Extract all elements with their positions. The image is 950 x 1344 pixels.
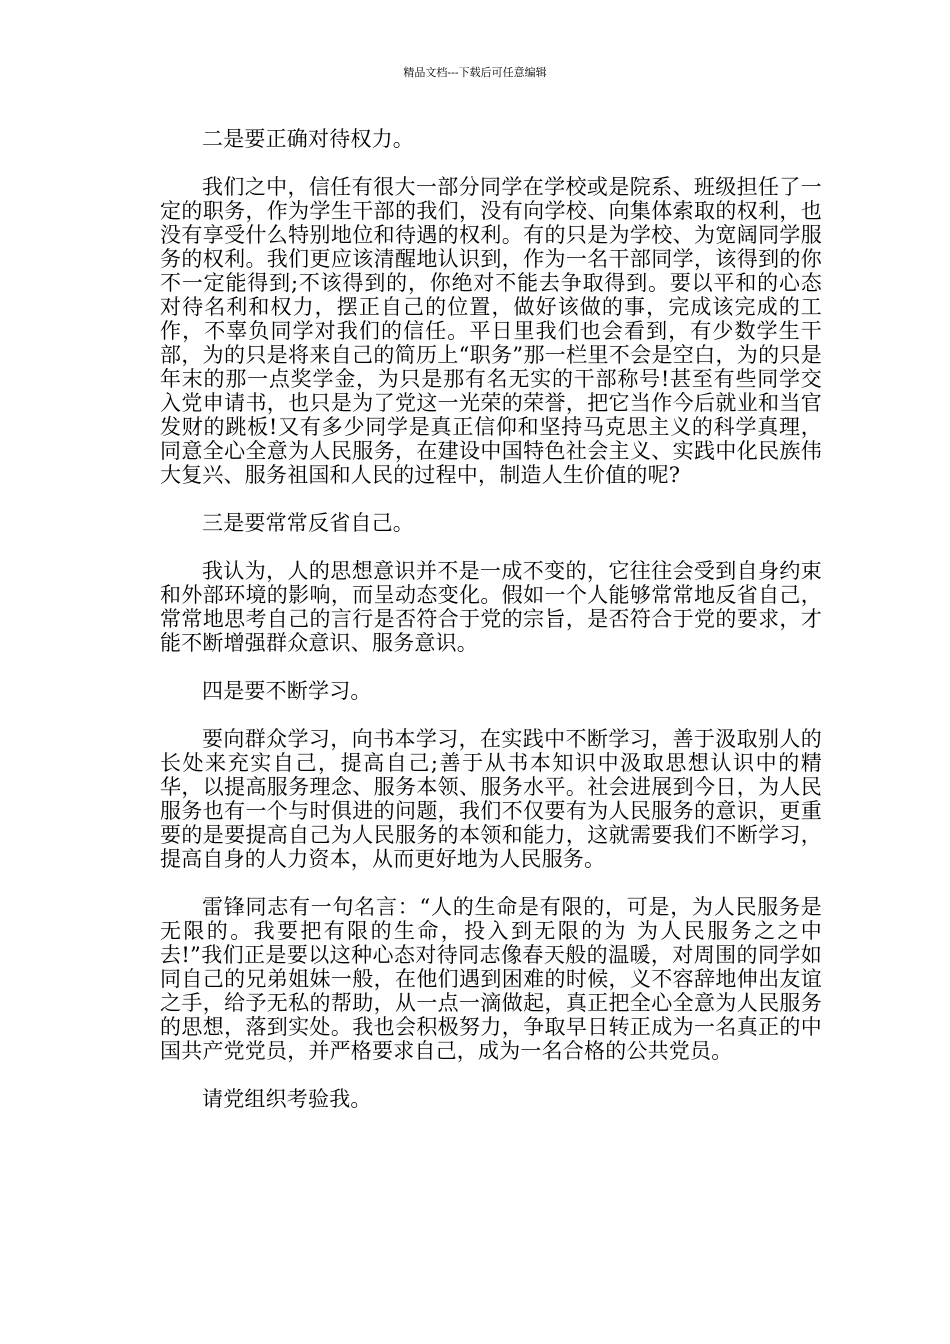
- heading-study: 四是要不断学习。: [202, 679, 372, 703]
- heading-reflect: 三是要常常反省自己。: [202, 511, 414, 535]
- document-body: [160, 127, 822, 1111]
- paragraph-study: 要向群众学习，向书本学习，在实践中不断学习，善于汲取别人的长处来充实自己，提高自己;善于从书本知识中汲取思想认识中的精华，以提高服务理念、服务本领、服务水平。社会进展到今日，为人民服务也有一个与时俱进的问题，我们不仅要有为人民服务的意识，更重要的是要提高自己为人民服务的本领和能力，这就需要我们不断学习，提高自身的人力资本，从而更好地为人民服务。: [160, 727, 822, 871]
- closing-line: 请党组织考验我。: [202, 1087, 372, 1111]
- paragraph-power: 我们之中，信任有很大一部分同学在学校或是院系、班级担任了一定的职务，作为学生干部的我们，没有向学校、向集体索取的权利，也没有享受什么特别地位和待遇的权利。有的只是为学校、为宽阔同学服务的权利。我们更应该清醒地认识到，作为一名干部同学，该得到的你不一定能得到;不该得到的，你绝对不能去争取得到。要以平和的心态对待名利和权力，摆正自己的位置，做好该做的事，完成该完成的工作，不辜负同学对我们的信任。平日里我们也会看到，有少数学生干部，为的只是将来自己的简历上“职务”那一栏里不会是空白，为的只是年末的那一点奖学金，为只是那有名无实的干部称号!甚至有些同学交入党申请书，也只是为了党这一光荣的荣誉，把它当作今后就业和当官发财的跳板!又有多少同学是真正信仰和坚持马克思主义的科学真理，同意全心全意为人民服务，在建设中国特色社会主义、实践中化民族伟大复兴、服务祖国和人民的过程中，制造人生价值的呢?: [160, 175, 822, 487]
- paragraph-leifeng: 雷锋同志有一句名言：“人的生命是有限的，可是，为人民服务是无限的。我要把有限的生命，投入到无限的为 为人民服务之之中去!”我们正是要以这种心态对待同志像春天般的温暖，对周围的同学如同自己的兄弟姐妹一般，在他们遇到困难的时候，义不容辞地伸出友谊之手，给予无私的帮助，从一点一滴做起，真正把全心全意为人民服务的思想，落到实处。我也会积极努力，争取早日转正成为一名真正的中国共产党党员，并严格要求自己，成为一名合格的公共党员。: [160, 895, 822, 1063]
- page-header: 精品文档---下载后可任意编辑: [403, 66, 547, 79]
- heading-power: 二是要正确对待权力。: [202, 127, 414, 151]
- paragraph-reflect: 我认为，人的思想意识并不是一成不变的，它往往会受到自身约束和外部环境的影响，而呈动态变化。假如一个人能够常常地反省自己，常常地思考自己的言行是否符合于党的宗旨，是否符合于党的要求，才能不断增强群众意识、服务意识。: [160, 559, 822, 655]
